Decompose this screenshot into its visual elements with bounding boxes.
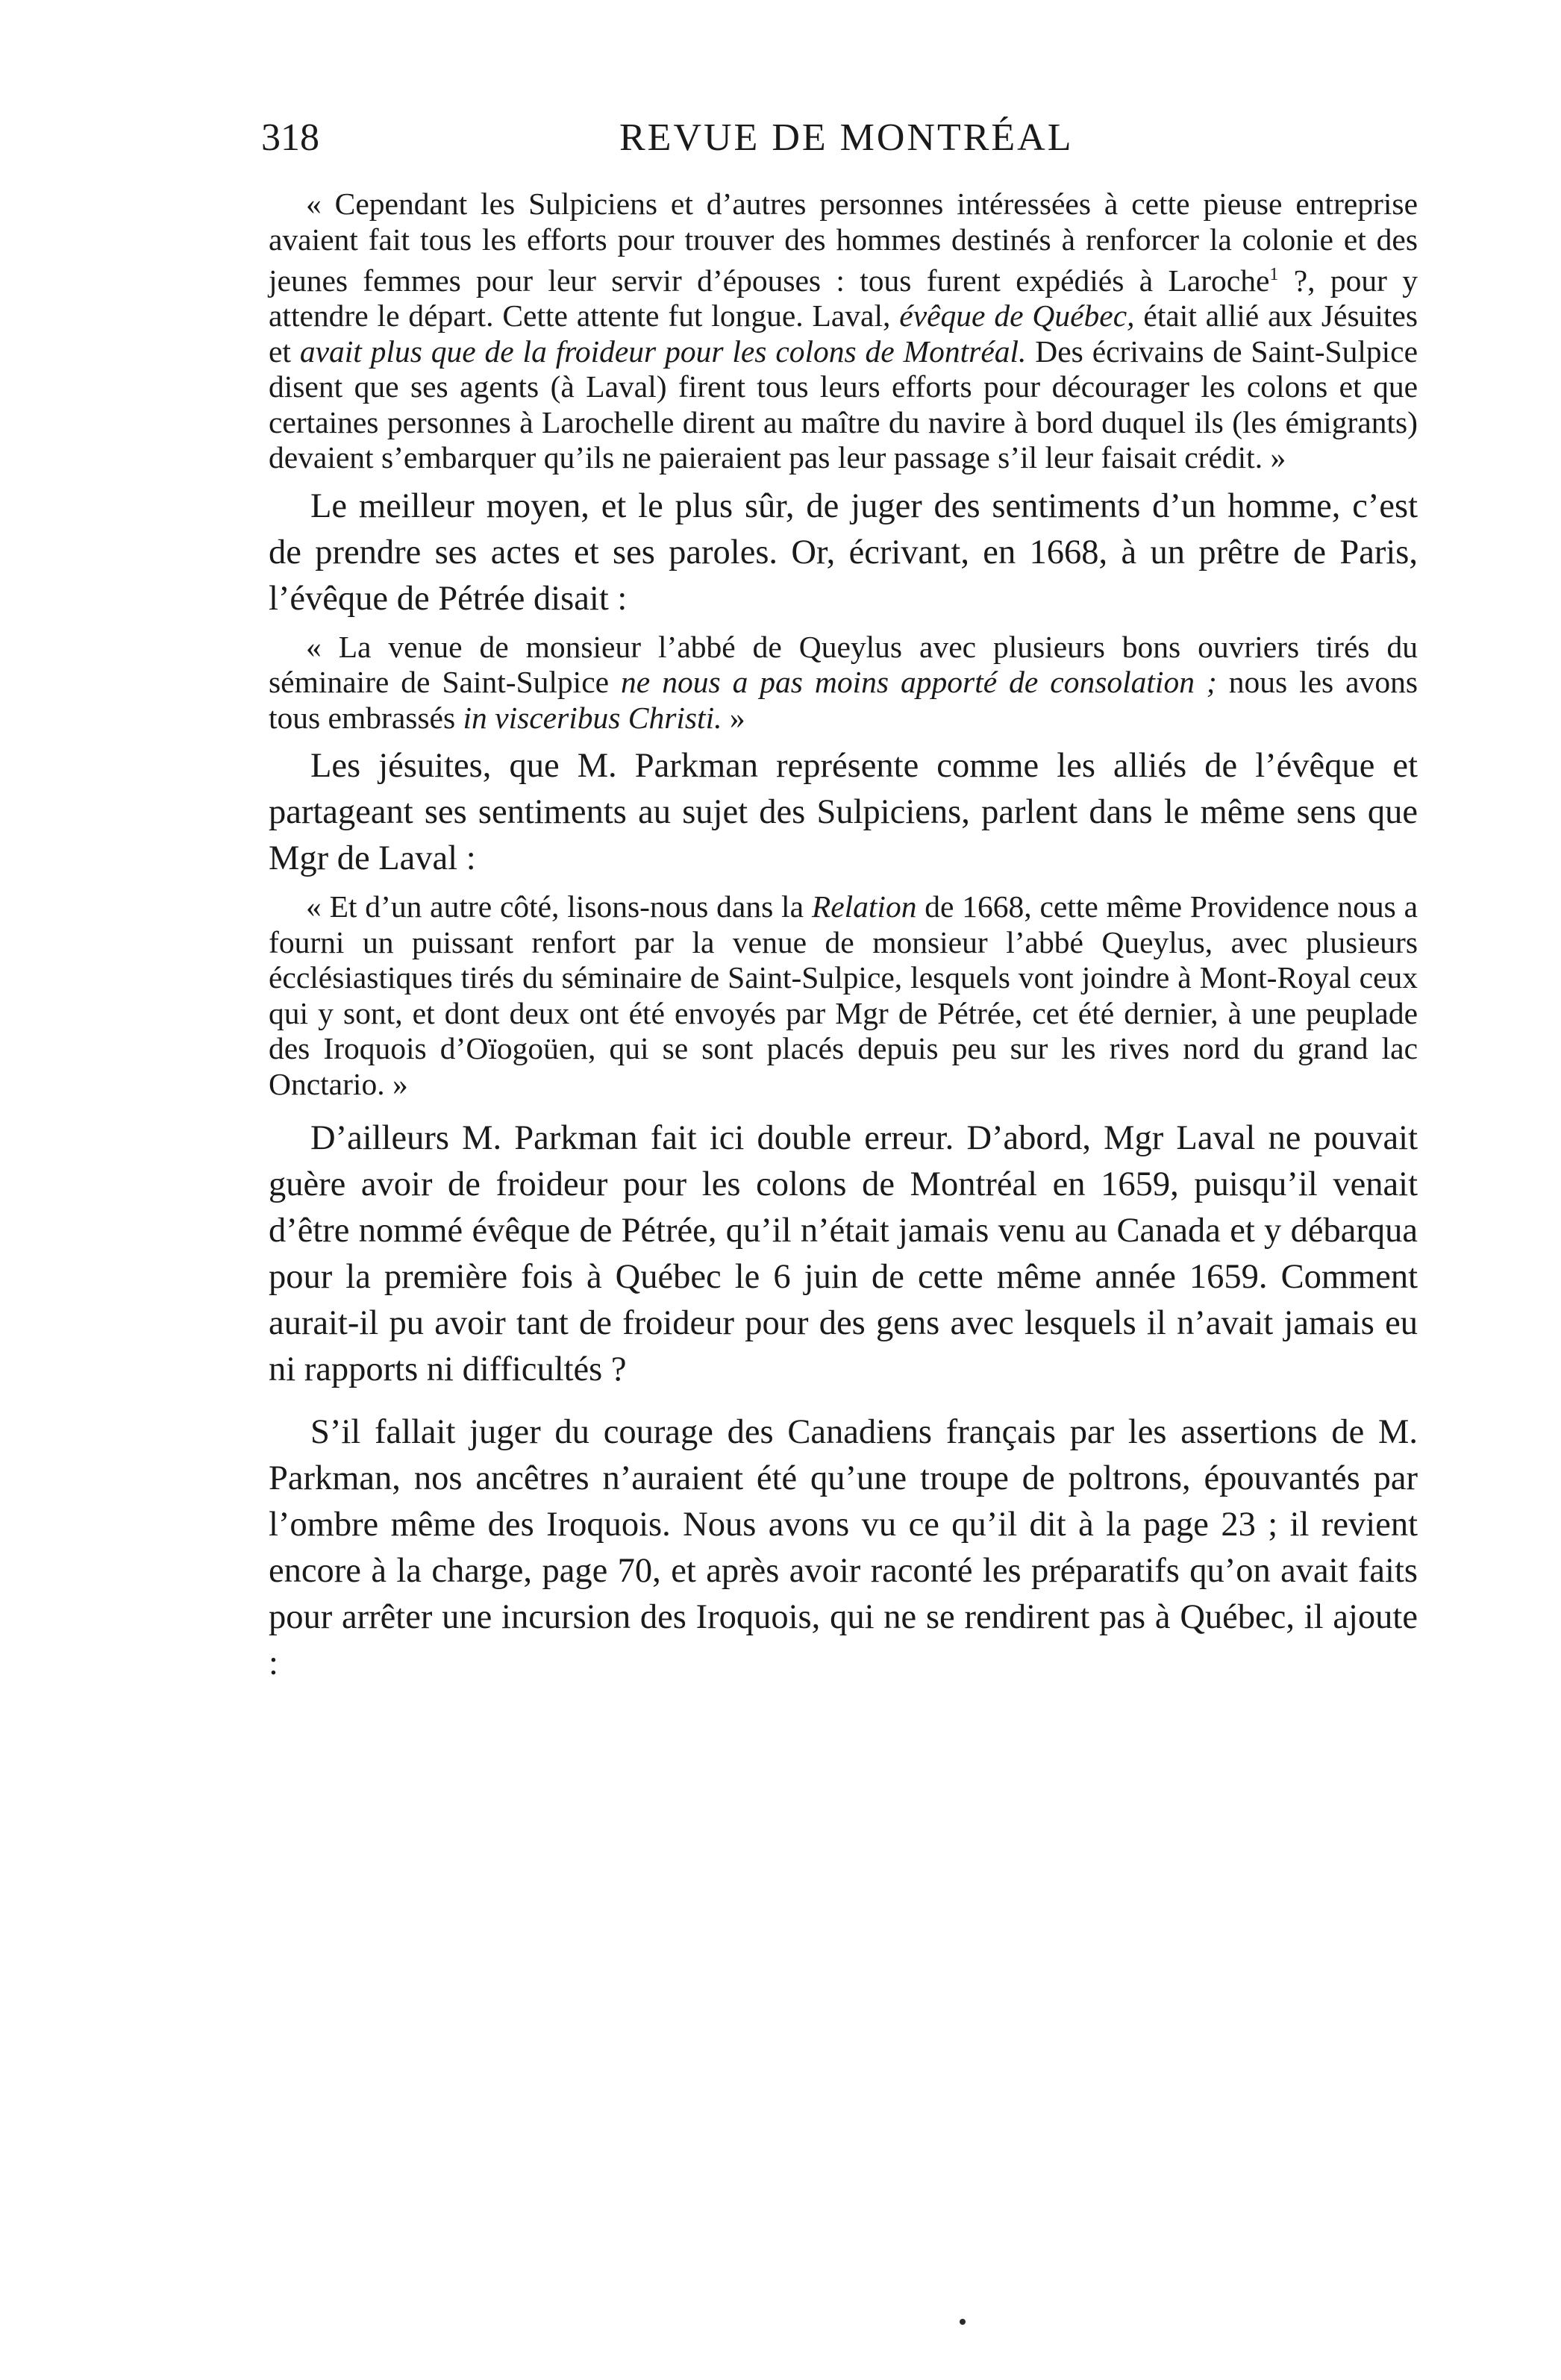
quote-paragraph: « La venue de monsieur l’abbé de Queylus avec plusieurs bons ouvriers tirés du séminaire de Saint-Sulpice ne nous a pas moins apporté de consolation ; nous les avons tous embrassés in visceribus Christi. » <box>269 629 1418 735</box>
printing-dot <box>960 2319 966 2325</box>
page-text <box>269 187 1418 1687</box>
paragraph-2: Les jésuites, que M. Parkman représente comme les alliés de l’évêque et partageant ses sentiments au sujet des Sulpiciens, parlent dans le même sens que Mgr de Laval : <box>269 747 1418 878</box>
running-head <box>261 112 1418 164</box>
block-quote-2 <box>269 630 1418 736</box>
quote-paragraph: « Et d’un autre côté, lisons-nous dans la Relation de 1668, cette même Providence nous a fourni un puissant renfort par la venue de monsieur l’abbé Queylus, avec plusieurs écclésiastiques tirés du séminaire de Saint-Sulpice, lesquels vont joindre à Mont-Royal ceux qui y sont, et dont deux ont été envoyés par Mgr de Pétrée, cet été dernier, à une peuplade des Iroquois d’Oïogoüen, qui se sont placés depuis peu sur les rives nord du grand lac Onctario. » <box>269 889 1418 1101</box>
paragraph-4: S’il fallait juger du courage des Canadiens français par les assertions de M. Parkman, nos ancêtres n’auraient été qu’une troupe de poltrons, épouvantés par l’ombre même des Iroquois. Nous avons vu ce qu’il dit à la page 23 ; il revient encore à la charge, page 70, et après avoir raconté les préparatifs qu’on avait faits pour arrêter une incursion des Iroquois, qui ne se rendirent pas à Québec, il ajoute : <box>269 1413 1418 1683</box>
paragraph-1: Le meilleur moyen, et le plus sûr, de juger des sentiments d’un homme, c’est de prendre ses actes et ses paroles. Or, écrivant, en 1668, à un prêtre de Paris, l’évêque de Pétrée disait : <box>269 486 1418 618</box>
journal-title: REVUE DE MONTRÉAL <box>619 116 1074 159</box>
footnote-mark: 1 <box>1269 265 1279 284</box>
paragraph-3: D’ailleurs M. Parkman fait ici double erreur. D’abord, Mgr Laval ne pouvait guère avoir de froideur pour les colons de Montréal en 1659, puisqu’il venait d’être nommé évêque de Pétrée, qu’il n’était jamais venu au Canada et y débarqua pour la première fois à Québec le 6 juin de cette même année 1659. Comment aurait-il pu avoir tant de froideur pour des gens avec lesquels il n’avait jamais eu ni rapports ni difficultés ? <box>269 1119 1418 1389</box>
quote-paragraph: « Cependant les Sulpiciens et d’autres personnes intéressées à cette pieuse entreprise avaient fait tous les efforts pour trouver des hommes destinés à renforcer la colonie et des jeunes femmes pour leur servir d’épouses : tous furent expédiés à Laroche$^1$ ?, pour y attendre le départ. Cette attente fut longue. Laval, évêque de Québec, était allié aux Jésuites et avait plus que de la froideur pour les colons de Montréal. Des écrivains de Saint-Sulpice disent que ses agents (à Laval) firent tous leurs efforts pour décourager les colons et que certaines personnes à Larochelle dirent au maître du navire à bord duquel ils (les émigrants) devaient s’embarquer qu’ils ne paieraient pas leur passage s’il leur faisait crédit. » <box>269 187 1418 475</box>
page-number: 318 <box>261 116 319 159</box>
block-quote-1 <box>269 187 1418 476</box>
block-quote-3 <box>269 889 1418 1102</box>
